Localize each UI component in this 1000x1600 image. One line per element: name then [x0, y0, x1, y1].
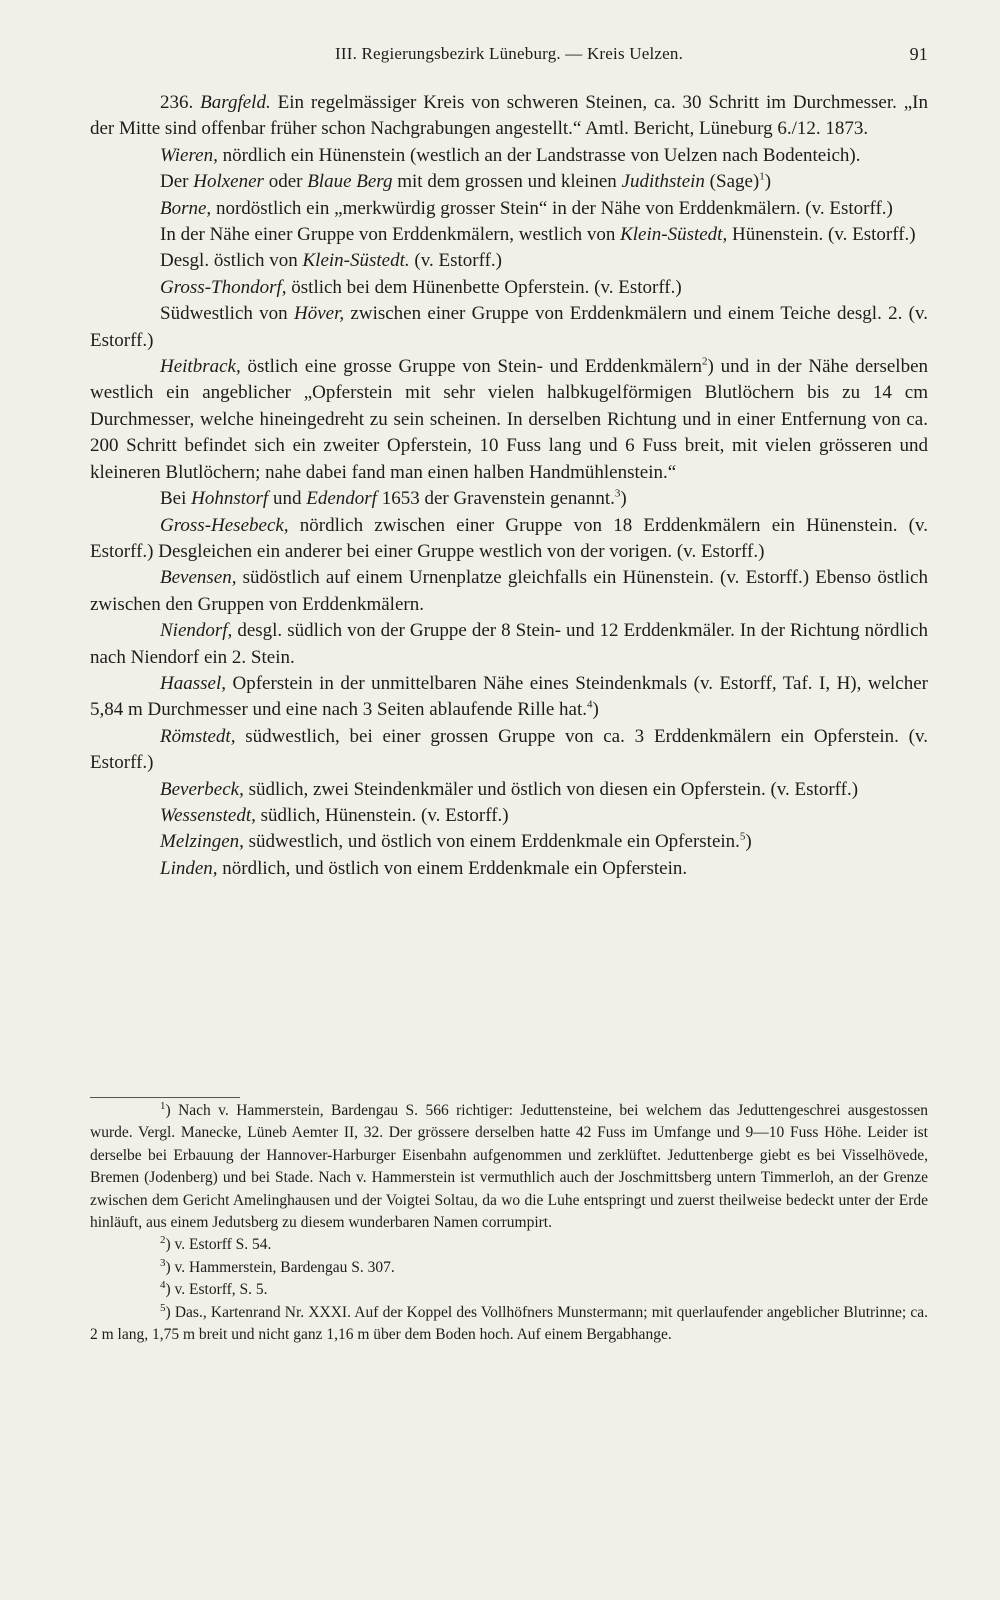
place-name: Heitbrack, — [160, 356, 241, 378]
place-name: Klein-Süstedt, — [620, 224, 728, 246]
footnote-mark: 1 — [759, 170, 765, 183]
entry-text: ) — [764, 171, 772, 193]
entry-paragraph — [90, 565, 928, 618]
place-name: Höver, — [293, 303, 345, 325]
entry-paragraph — [90, 222, 928, 248]
entry-text: östlich eine grosse Gruppe von Stein- und Erddenkmälern — [240, 356, 703, 378]
entry-text: ) — [745, 831, 752, 853]
entry-paragraph — [90, 196, 928, 222]
place-name: Bevensen, — [160, 567, 237, 589]
entry-text: Südwestlich von — [160, 303, 294, 325]
place-name: Klein-Süstedt. — [302, 250, 410, 272]
entry-text: (Sage) — [704, 171, 760, 193]
entry-text: oder — [263, 171, 308, 193]
entry-text: ) — [620, 488, 627, 510]
place-name: Wieren, — [160, 144, 218, 166]
entry-paragraph — [90, 486, 928, 512]
footnote — [90, 1302, 928, 1347]
entry-text: ) und in der Nähe derselben westlich ein angeblicher „Opferstein mit sehr vielen halbkugelförmigen Blutlöchern bis zu 14 cm Durchmesser, welche hineingedreht zu sein scheinen. In derselben Richtung und in einer Entfernung von ca. 200 Schritt befindet sich ein zweiter Opferstein, 10 Fuss lang und 6 Fuss breit, mit vielen grösseren und kleineren Blutlöchern; nahe dabei fand man einen halben Handmühlenstein.“ — [90, 356, 928, 483]
entry-text: desgl. südlich von der Gruppe der 8 Stein- und 12 Erddenkmäler. In der Richtung nördlich nach Niendorf ein 2. Stein. — [90, 620, 928, 668]
footnote-mark: 4 — [587, 699, 593, 712]
main-text — [90, 90, 928, 882]
footnote-number: 5 — [160, 1301, 166, 1314]
footnote-mark: 5 — [739, 831, 746, 844]
entry-text: Ein regelmässiger Kreis von schweren Steinen, ca. 30 Schritt im Durchmesser. „In der Mitte sind offenbar früher schon Nachgrabungen angestellt.“ Amtl. Bericht, Lüneburg 6./12. 1873. — [90, 92, 929, 140]
entry-paragraph — [90, 90, 928, 143]
entry-number: 236. — [160, 92, 194, 113]
footnote — [90, 1100, 928, 1234]
footnote-number: 1 — [160, 1099, 166, 1112]
entry-text: südöstlich auf einem Urnenplatze gleichfalls ein Hünenstein. (v. Estorff.) Ebenso östlich zwischen den Gruppen von Erddenkmälern. — [90, 567, 928, 615]
entry-paragraph — [90, 301, 928, 354]
place-name: Beverbeck, — [160, 778, 244, 800]
entry-text: östlich bei dem Hünenbette Opferstein. (v. Estorff.) — [286, 276, 682, 298]
place-name: Wessenstedt, — [160, 804, 256, 826]
entry-text: Hünenstein. (v. Estorff.) — [727, 224, 916, 246]
entry-text: mit dem grossen und kleinen — [392, 171, 622, 193]
place-name: Haassel, — [160, 672, 226, 694]
place-name: Gross-Hesebeck, — [160, 514, 289, 536]
entry-text: südwestlich, bei einer grossen Gruppe von ca. 3 Erddenkmälern ein Opferstein. (v. Estorff.) — [90, 725, 928, 774]
footnote-text: ) v. Estorff, S. 5. — [165, 1281, 268, 1299]
footnote — [90, 1279, 928, 1301]
entry-text: nördlich zwischen einer Gruppe von 18 Erddenkmälern ein Hünenstein. (v. Estorff.) Desgleichen ein anderer bei einer Gruppe westlich von der vorigen. (v. Estorff.) — [90, 514, 928, 562]
entry-paragraph — [90, 618, 928, 671]
footnotes — [90, 1100, 928, 1346]
entry-paragraph — [90, 275, 928, 301]
entry-text: und — [268, 488, 307, 510]
footnote-rule — [90, 1097, 240, 1098]
place-name: Judithstein — [621, 171, 705, 193]
place-name: Römstedt, — [160, 725, 236, 747]
footnote — [90, 1234, 928, 1256]
running-header — [90, 40, 928, 74]
entry-text: nördlich, und östlich von einem Erddenkmale ein Opferstein. — [217, 857, 688, 879]
entry-text: Der — [160, 171, 194, 193]
entry-paragraph — [90, 777, 928, 803]
footnote-number: 3 — [160, 1256, 166, 1269]
footnote-text: ) v. Estorff S. 54. — [165, 1236, 272, 1254]
footnote-mark: 3 — [614, 487, 621, 500]
entry-text: 1653 der Gravenstein genannt. — [376, 488, 615, 510]
entry-text: Desgl. östlich von — [160, 250, 303, 272]
footnote-text: ) v. Hammerstein, Bardengau S. 307. — [165, 1258, 395, 1276]
entry-paragraph — [90, 513, 928, 566]
place-name: Blaue Berg — [307, 171, 393, 193]
page-number: 91 — [909, 44, 928, 64]
entry-paragraph — [90, 169, 928, 195]
footnote-number: 2 — [160, 1234, 166, 1247]
place-name: Borne, — [160, 197, 212, 219]
entry-text: nördlich ein Hünenstein (westlich an der Landstrasse von Uelzen nach Bodenteich). — [217, 144, 861, 166]
footnote-text: ) Das., Kartenrand Nr. XXXI. Auf der Koppel des Vollhöfners Munstermann; mit querlaufender angeblicher Blutrinne; ca. 2 m lang, 1,75 m breit und nicht ganz 1,16 m über dem Boden hoch. Auf einem Bergabhange. — [90, 1303, 928, 1344]
entry-text: Opferstein in der unmittelbaren Nähe eines Steindenkmals (v. Estorff, Taf. I, H), welcher 5,84 m Durchmesser und eine nach 3 Seiten ablaufende Rille hat. — [90, 672, 928, 721]
entry-paragraph — [90, 671, 928, 724]
footnote-mark: 2 — [702, 355, 708, 368]
entry-paragraph — [90, 354, 928, 486]
footnote — [90, 1257, 928, 1279]
place-name: Holxener — [193, 171, 264, 193]
entry-text: ) — [592, 699, 599, 721]
header-title: III. Regierungsbezirk Lüneburg. — Kreis Uelzen. — [334, 44, 684, 63]
place-name: Hohnstorf — [191, 488, 269, 510]
place-name: Edendorf — [306, 488, 377, 510]
entry-paragraph — [90, 803, 928, 829]
place-name: Gross-Thondorf, — [160, 276, 287, 298]
entry-text: südlich, zwei Steindenkmäler und östlich von diesen ein Opferstein. (v. Estorff.) — [243, 778, 859, 800]
place-name: Niendorf, — [160, 620, 233, 642]
place-name: Melzingen, — [160, 831, 244, 853]
entry-text: Bei — [160, 488, 192, 510]
entry-text: nordöstlich ein „merkwürdig grosser Stein“ in der Nähe von Erddenkmälern. (v. Estorff.) — [211, 197, 893, 219]
entry-paragraph — [90, 248, 928, 274]
entry-text: südwestlich, und östlich von einem Erddenkmale ein Opferstein. — [243, 831, 740, 853]
place-name: Bargfeld. — [200, 92, 271, 113]
entry-paragraph — [90, 724, 928, 777]
entry-text: zwischen einer Gruppe von Erddenkmälern und einem Teiche desgl. 2. (v. Estorff.) — [90, 303, 929, 351]
footnote-number: 4 — [160, 1279, 166, 1292]
entry-text: südlich, Hünenstein. (v. Estorff.) — [255, 804, 509, 826]
entry-text: In der Nähe einer Gruppe von Erddenkmälern, westlich von — [160, 224, 621, 246]
entry-paragraph — [90, 143, 928, 169]
footnote-text: ) Nach v. Hammerstein, Bardengau S. 566 richtiger: Jeduttensteine, bei welchem das Jeduttengeschrei ausgestossen wurde. Vergl. Manecke, Lüneb Aemter II, 32. Der grössere derselben hatte 42 Fuss im Umfange und 9—10 Fuss Höhe. Leider ist derselbe bei Erbauung der Hannover-Harburger Eisenbahn aufgenommen und zerklüftet. Jeduttenberge giebt es bei Visselhövede, Bremen (Jodenberg) und bei Stade. Nach v. Hammerstein ist vermuthlich auch der Joschmittsberg untern Timmerloh, an der Grenze zwischen dem Gericht Amelinghausen und der Voigtei Soltau, da wo die Luhe entspringt und zuerst theilweise bedeckt unter der Erde hinläuft, aus einem Jedutsberg zu diesem wunderbaren Namen corrumpirt. — [90, 1102, 928, 1232]
place-name: Linden, — [160, 857, 218, 879]
entry-text: (v. Estorff.) — [409, 250, 502, 272]
entry-paragraph — [90, 856, 928, 882]
entry-paragraph — [90, 829, 928, 855]
